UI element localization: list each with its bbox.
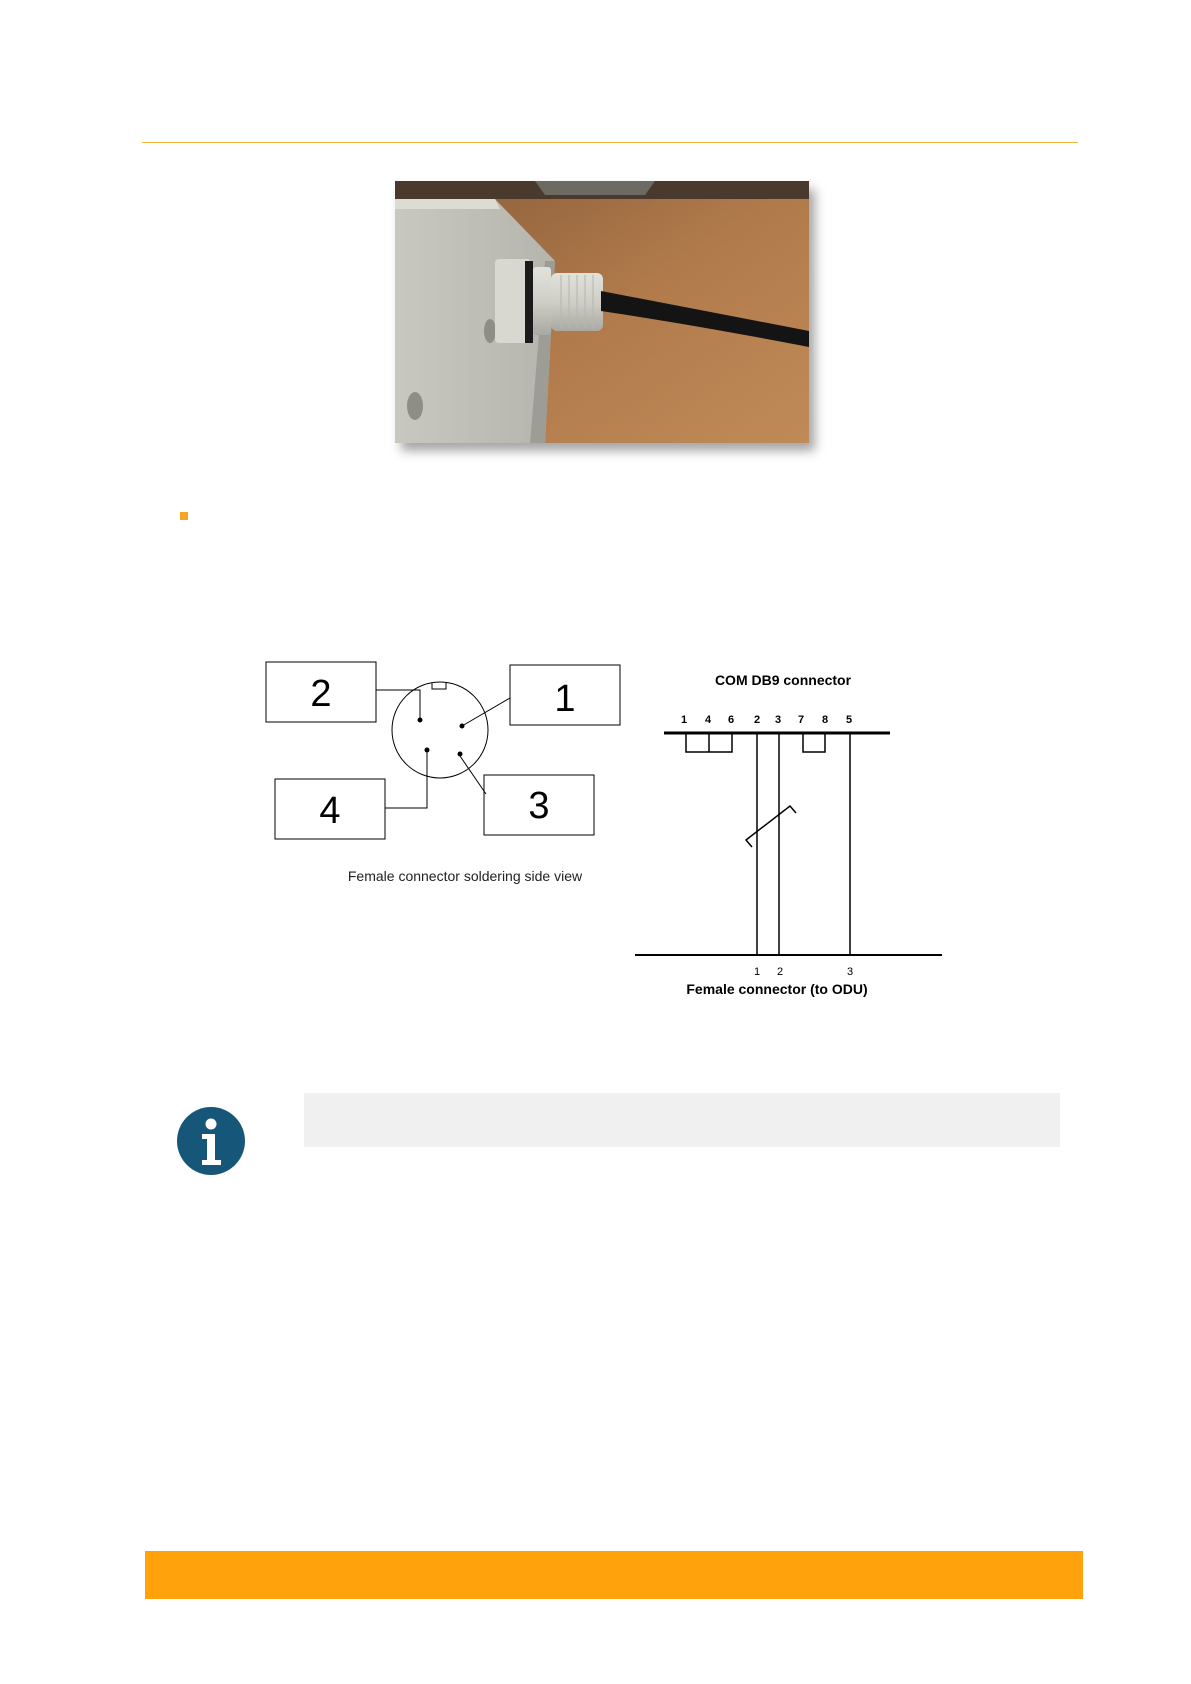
odu-pin-3: 3 bbox=[846, 966, 854, 978]
footer-bar bbox=[145, 1551, 1083, 1599]
info-icon bbox=[176, 1106, 246, 1176]
db9-pin-7: 7 bbox=[797, 714, 805, 726]
db9-pin-8: 8 bbox=[821, 714, 829, 726]
connector-circle bbox=[392, 682, 488, 778]
db9-pin-2: 2 bbox=[753, 714, 761, 726]
odu-pin-1: 1 bbox=[753, 966, 761, 978]
odu-pin-2: 2 bbox=[776, 966, 784, 978]
wiring-title: COM DB9 connector bbox=[714, 672, 852, 688]
pin-diagram-caption: Female connector soldering side view bbox=[347, 868, 583, 884]
cable-gland-photo bbox=[395, 181, 809, 443]
odu-connector-label: Female connector (to ODU) bbox=[686, 981, 868, 997]
square-bullet-icon bbox=[180, 512, 188, 520]
db9-pin-6: 6 bbox=[727, 714, 735, 726]
pin-label-3: 3 bbox=[528, 785, 550, 827]
pin-label-1: 1 bbox=[554, 678, 576, 720]
note-box bbox=[304, 1093, 1060, 1147]
connector-wiring-diagram bbox=[250, 640, 970, 1020]
header-rule bbox=[142, 142, 1078, 143]
db9-pin-1: 1 bbox=[680, 714, 688, 726]
db9-pin-4: 4 bbox=[704, 714, 712, 726]
db9-pin-5: 5 bbox=[845, 714, 853, 726]
pin-label-4: 4 bbox=[319, 790, 341, 832]
pin-label-2: 2 bbox=[310, 673, 332, 715]
db9-pin-3: 3 bbox=[774, 714, 782, 726]
